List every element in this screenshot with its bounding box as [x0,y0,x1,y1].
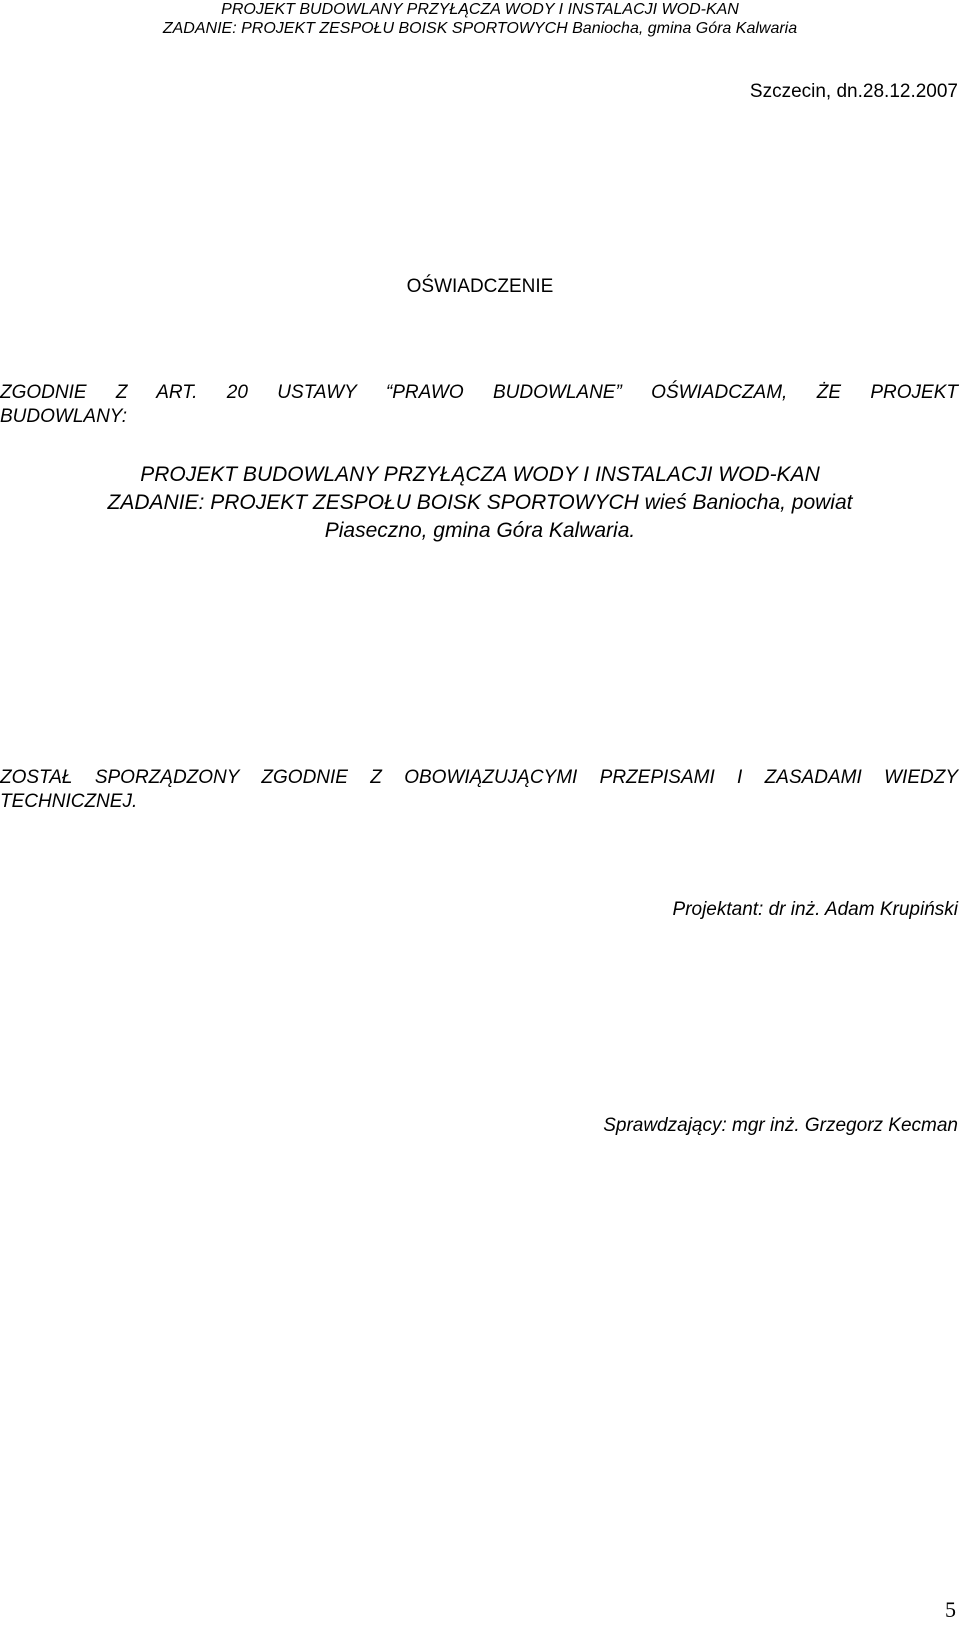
project-line-3: Piaseczno, gmina Góra Kalwaria. [324,519,636,542]
page-number: 5 [945,1597,956,1622]
document-title: OŚWIADCZENIE [406,276,554,297]
running-header-line-1: PROJEKT BUDOWLANY PRZYŁĄCZA WODY I INSTALACJI WOD-KAN [221,1,739,18]
conclusion-line-1: ZOSTAŁ SPORZĄDZONY ZGODNIE Z OBOWIĄZUJĄCYMI PRZEPISAMI I ZASADAMI WIEDZY [0,767,958,788]
conclusion-line-2: TECHNICZNEJ. [0,791,138,812]
project-line-2: ZADANIE: PROJEKT ZESPOŁU BOISK SPORTOWYCH wieś Baniocha, powiat [107,491,853,514]
intro-line-1: ZGODNIE Z ART. 20 USTAWY “PRAWO BUDOWLANE” OŚWIADCZAM, ŻE PROJEKT [0,382,958,403]
running-header-line-2: ZADANIE: PROJEKT ZESPOŁU BOISK SPORTOWYCH Baniocha, gmina Góra Kalwaria [162,20,798,37]
intro-line-2: BUDOWLANY: [0,406,128,427]
project-line-1: PROJEKT BUDOWLANY PRZYŁĄCZA WODY I INSTALACJI WOD-KAN [140,463,820,486]
place-date: Szczecin, dn.28.12.2007 [749,81,958,102]
designer-signature-line: Projektant: dr inż. Adam Krupiński [672,899,958,920]
verifier-signature-line: Sprawdzający: mgr inż. Grzegorz Kecman [603,1115,958,1136]
